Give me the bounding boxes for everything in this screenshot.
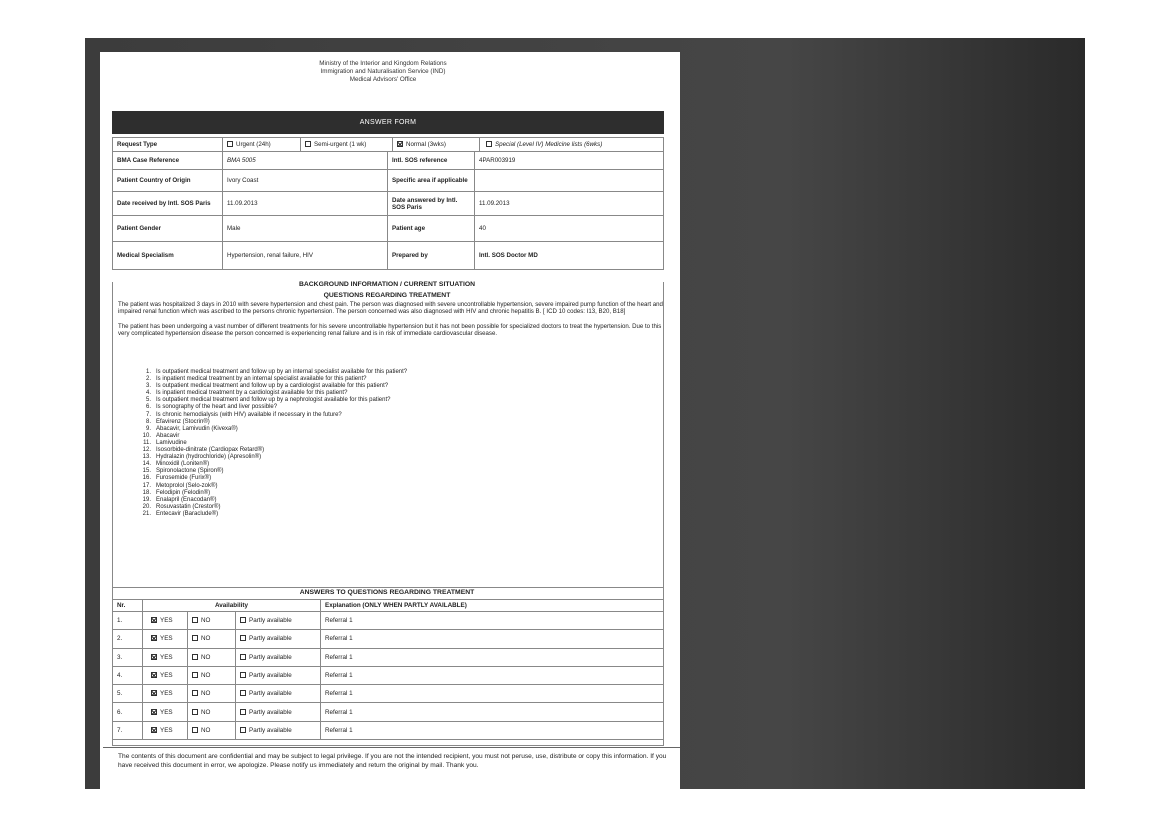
no-checkbox [192, 709, 198, 715]
answer-row [113, 703, 664, 721]
answer-nr: 3. [113, 648, 143, 666]
question-item [136, 397, 407, 404]
answer-no [188, 648, 236, 666]
question-item [136, 369, 407, 376]
checkbox-urgent [227, 141, 233, 147]
yes-label: YES [160, 708, 173, 716]
question-text: Abacavir [156, 432, 180, 439]
header-line-ind: Immigration and Naturalisation Service (IND) [320, 68, 446, 76]
no-label: NO [201, 617, 211, 625]
background-heading: BACKGROUND INFORMATION / CURRENT SITUATION [298, 281, 476, 288]
yes-checkbox-checked [151, 727, 157, 733]
background-paragraph-2: The patient has been undergoing a vast number of different treatments for his severe uncontrollable hypertension but it has not been possible for specialized doctors to treat the hypertension. Due to this very complicated hypertension disease the person concerned is experiencing renal failure and is in risk of immediate cardiovascular disease. [118, 322, 662, 337]
specific-area-label: Specific area if applicable [388, 170, 475, 192]
option-urgent [223, 138, 301, 151]
option-normal [393, 138, 480, 151]
question-number: 2. [145, 376, 151, 383]
answer-explanation: Referral 1 [321, 666, 664, 684]
answer-yes [143, 703, 188, 721]
yes-checkbox-checked [151, 709, 157, 715]
answer-row [113, 648, 664, 666]
question-item [136, 433, 407, 440]
yes-label: YES [160, 672, 173, 680]
question-item [136, 390, 407, 397]
answer-row [113, 630, 664, 648]
question-item [136, 511, 407, 518]
confidentiality-footer: The contents of this document are confidential and may be subject to legal privilege. If you are not the intended recipient, you must not peruse, use, distribute or copy this information. If you have received this document in error, we apologize. Please notify us immediately and return the original by mail. Thank you. [103, 747, 680, 770]
question-number: 20. [142, 503, 151, 510]
specialism-label: Medical Specialism [113, 242, 223, 270]
no-label: NO [201, 690, 211, 698]
yes-label: YES [160, 617, 173, 625]
option-urgent-label: Urgent (24h) [236, 141, 271, 148]
answer-no [188, 685, 236, 703]
answer-row [113, 666, 664, 684]
question-number: 15. [142, 468, 151, 475]
question-number: 16. [142, 475, 151, 482]
prepared-by-label: Prepared by [388, 242, 475, 270]
header-line-ministry: Ministry of the Interior and Kingdom Relations [319, 60, 447, 67]
specialism-value: Hypertension, renal failure, HIV [223, 242, 388, 270]
column-explanation: Explanation (ONLY WHEN PARTLY AVAILABLE) [321, 600, 664, 612]
partly-label: Partly available [249, 726, 292, 734]
question-text: Efavirenz (Stocrin®) [156, 418, 210, 425]
question-number: 8. [145, 418, 151, 425]
yes-checkbox-checked [151, 654, 157, 660]
intl-reference-value: 4PAR003919 [475, 152, 664, 170]
partly-label: Partly available [249, 617, 292, 625]
country-value: Ivory Coast [223, 170, 388, 192]
answer-no [188, 630, 236, 648]
yes-checkbox-checked [151, 690, 157, 696]
form-title: ANSWER FORM [112, 111, 664, 134]
question-item [136, 412, 407, 419]
partly-checkbox [240, 617, 246, 623]
partly-label: Partly available [249, 672, 292, 680]
option-normal-label: Normal (3wks) [406, 141, 446, 148]
answer-explanation: Referral 1 [321, 685, 664, 703]
partly-checkbox [240, 709, 246, 715]
question-item [136, 419, 407, 426]
answer-nr: 1. [113, 612, 143, 630]
partly-checkbox [240, 672, 246, 678]
question-item [136, 404, 407, 411]
checkbox-semi-urgent [305, 141, 311, 147]
no-checkbox [192, 654, 198, 660]
question-item [136, 376, 407, 383]
no-checkbox [192, 690, 198, 696]
answer-no [188, 666, 236, 684]
question-item [136, 383, 407, 390]
request-type-label: Request Type [113, 138, 223, 152]
no-label: NO [201, 653, 211, 661]
option-special-label: Special (Level IV) Medicine lists (6wks) [495, 141, 603, 148]
partly-label: Partly available [249, 635, 292, 643]
question-text: Minoxidil (Loniten®) [156, 461, 210, 468]
answer-yes [143, 721, 188, 739]
question-number: 10. [142, 432, 151, 439]
question-item [136, 497, 407, 504]
question-item [136, 483, 407, 490]
question-text: Enalapril (Enacodan®) [156, 496, 217, 503]
yes-label: YES [160, 690, 173, 698]
no-checkbox [192, 672, 198, 678]
question-number: 14. [142, 461, 151, 468]
intl-reference-label: Intl. SOS reference [388, 152, 475, 170]
partly-label: Partly available [249, 653, 292, 661]
answer-partly [236, 685, 321, 703]
answer-nr: 7. [113, 721, 143, 739]
no-label: NO [201, 708, 211, 716]
question-text: Is chronic hemodialysis (with HIV) available if necessary in the future? [156, 411, 342, 418]
yes-checkbox-checked [151, 635, 157, 641]
question-text: Is inpatient medical treatment by a cardiologist available for this patient? [156, 390, 348, 397]
question-text: Hydralazin (hydrochloride) (Apresolin®) [156, 454, 262, 461]
answer-explanation: Referral 1 [321, 648, 664, 666]
answer-partly [236, 721, 321, 739]
answers-table [112, 599, 664, 740]
question-item [136, 475, 407, 482]
yes-checkbox-checked [151, 617, 157, 623]
answers-heading: ANSWERS TO QUESTIONS REGARDING TREATMENT [299, 589, 475, 596]
answer-partly [236, 666, 321, 684]
answer-row [113, 612, 664, 630]
age-label: Patient age [388, 216, 475, 242]
question-item [136, 504, 407, 511]
answer-row [113, 685, 664, 703]
background-text [118, 301, 663, 344]
option-semi-urgent [301, 138, 393, 151]
specific-area-value [475, 170, 664, 192]
question-number: 7. [145, 411, 151, 418]
question-number: 5. [145, 397, 151, 404]
answer-explanation: Referral 1 [321, 612, 664, 630]
question-number: 9. [145, 425, 151, 432]
yes-label: YES [160, 635, 173, 643]
bma-reference-label: BMA Case Reference [113, 152, 223, 170]
question-text: Entecavir (Baraclude®) [156, 510, 219, 517]
question-text: Is outpatient medical treatment and follow up by an internal specialist available for this patient? [156, 369, 408, 375]
question-text: Is outpatient medical treatment and follow up by a cardiologist available for this patient? [156, 383, 389, 390]
question-text: Metoprolol (Selo-zok®) [156, 482, 218, 489]
question-number: 13. [142, 454, 151, 461]
no-checkbox [192, 635, 198, 641]
answer-yes [143, 648, 188, 666]
yes-checkbox-checked [151, 672, 157, 678]
checkbox-normal-checked [397, 141, 403, 147]
gender-label: Patient Gender [113, 216, 223, 242]
date-answered-value: 11.09.2013 [475, 192, 664, 216]
question-text: Is outpatient medical treatment and follow up by a nephrologist available for this patient? [156, 397, 391, 404]
request-type-options [223, 138, 664, 152]
answer-row [113, 721, 664, 739]
partly-checkbox [240, 635, 246, 641]
column-availability: Availability [143, 600, 321, 612]
question-number: 6. [145, 404, 151, 411]
question-number: 19. [142, 496, 151, 503]
answer-explanation: Referral 1 [321, 703, 664, 721]
gender-value: Male [223, 216, 388, 242]
question-number: 1. [145, 369, 151, 375]
answer-explanation: Referral 1 [321, 721, 664, 739]
answer-explanation: Referral 1 [321, 630, 664, 648]
answer-nr: 6. [113, 703, 143, 721]
questions-list [136, 369, 407, 518]
question-number: 11. [143, 439, 151, 446]
answer-partly [236, 648, 321, 666]
question-item [136, 426, 407, 433]
scanned-document [100, 52, 680, 789]
option-semi-urgent-label: Semi-urgent (1 wk) [314, 141, 367, 148]
answer-yes [143, 612, 188, 630]
question-number: 12. [142, 447, 151, 454]
yes-label: YES [160, 726, 173, 734]
answer-yes [143, 630, 188, 648]
partly-label: Partly available [249, 708, 292, 716]
header-line-office: Medical Advisors' Office [349, 76, 417, 84]
answer-partly [236, 703, 321, 721]
question-text: Lamivudine [156, 439, 187, 446]
question-text: Felodipin (Felodin®) [156, 489, 211, 496]
bma-reference-value: BMA 5005 [223, 152, 388, 170]
question-number: 3. [145, 383, 151, 390]
answer-nr: 2. [113, 630, 143, 648]
date-received-label: Date received by Intl. SOS Paris [113, 192, 223, 216]
question-text: Is sonography of the heart and liver possible? [156, 404, 278, 411]
question-text: Isosorbide-dinitrate (Cardiopax Retard®) [156, 447, 265, 454]
case-info-table [112, 137, 664, 270]
questions-heading: QUESTIONS REGARDING TREATMENT [323, 292, 451, 299]
age-value: 40 [475, 216, 664, 242]
answer-partly [236, 630, 321, 648]
question-text: Rosuvastatin (Crestor®) [156, 503, 221, 510]
answer-nr: 5. [113, 685, 143, 703]
question-number: 18. [142, 489, 151, 496]
question-item [136, 490, 407, 497]
checkbox-special [486, 141, 492, 147]
no-checkbox [192, 617, 198, 623]
column-nr: Nr. [113, 600, 143, 612]
date-answered-label: Date answered by Intl. SOS Paris [388, 192, 475, 216]
answer-no [188, 721, 236, 739]
document-header [100, 60, 666, 85]
date-received-value: 11.09.2013 [223, 192, 388, 216]
question-text: Furosemide (Furix®) [156, 475, 212, 482]
question-text: Is inpatient medical treatment by an internal specialist available for this patient? [156, 376, 367, 383]
yes-label: YES [160, 653, 173, 661]
no-label: NO [201, 635, 211, 643]
answer-no [188, 703, 236, 721]
partly-checkbox [240, 654, 246, 660]
no-checkbox [192, 727, 198, 733]
question-text: Spironolactone (Spiron®) [156, 468, 224, 475]
no-label: NO [201, 726, 211, 734]
question-number: 17. [142, 482, 151, 489]
partly-checkbox [240, 690, 246, 696]
partly-label: Partly available [249, 690, 292, 698]
answer-partly [236, 612, 321, 630]
question-number: 4. [145, 390, 151, 397]
background-paragraph-1: The patient was hospitalized 3 days in 2010 with severe hypertension and chest pain. The person was diagnosed with severe uncontrollable hypertension, severe impaired pump function of the heart and impaired renal function which was ascribed to the persons chronic hypertension. The person concerned was also diagnosed with HIV and chronic hepatitis B. [ ICD 10 codes: I13, B20, B18] [118, 301, 663, 316]
country-label: Patient Country of Origin [113, 170, 223, 192]
answer-yes [143, 685, 188, 703]
question-text: Abacavir, Lamivudin (Kivexa®) [156, 425, 238, 432]
answer-yes [143, 666, 188, 684]
question-number: 21. [142, 510, 151, 517]
question-item [136, 440, 407, 447]
option-special [480, 138, 602, 151]
partly-checkbox [240, 727, 246, 733]
answer-no [188, 612, 236, 630]
answer-nr: 4. [113, 666, 143, 684]
prepared-by-value: Intl. SOS Doctor MD [475, 242, 664, 270]
no-label: NO [201, 672, 211, 680]
